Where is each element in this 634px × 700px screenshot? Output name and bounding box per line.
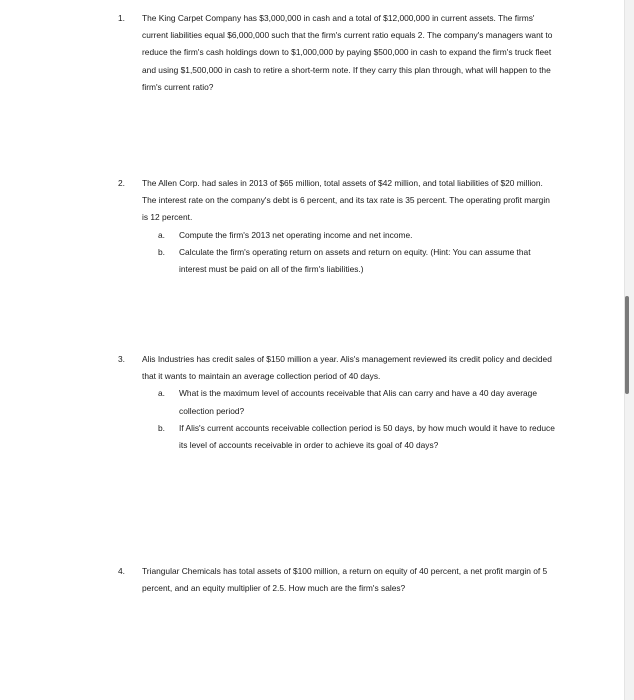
question-part-a: [142, 385, 558, 419]
part-letter: b.: [158, 422, 165, 433]
question-2: [118, 175, 558, 278]
question-part-b: [142, 420, 558, 454]
question-1: [118, 10, 558, 96]
question-4: [118, 563, 558, 597]
question-number: 2.: [118, 178, 125, 188]
question-text: The King Carpet Company has $3,000,000 in cash and a total of $12,000,000 in current assets. The firms' current liabilities equal $6,000,000 such that the firm's current ratio equals 2. The company's managers want to reduce the firm's cash holdings down to $1,000,000 by paying $500,000 in cash to expand the firm's truck fleet and using $1,500,000 in cash to retire a short-term note. If they carry this plan through, what will happen to the firm's current ratio?: [142, 13, 553, 92]
question-3: [118, 351, 558, 454]
part-text: If Alis's current accounts receivable collection period is 50 days, by how much would it have to reduce its level of accounts receivable in order to achieve its goal of 40 days?: [179, 422, 555, 451]
vertical-scrollbar[interactable]: [625, 296, 629, 394]
part-text: What is the maximum level of accounts receivable that Alis can carry and have a 40 day average collection period?: [179, 388, 537, 416]
question-text: Triangular Chemicals has total assets of $100 million, a return on equity of 40 percent, a net profit margin of 5 percent, and an equity multiplier of 2.5. How much are the firm's sales?: [142, 566, 548, 594]
part-letter: b.: [158, 246, 165, 257]
question-part-a: [142, 227, 558, 244]
question-part-b: [142, 244, 558, 278]
question-text: The Allen Corp. had sales in 2013 of $65 million, total assets of $42 million, and total liabilities of $20 million. The interest rate on the company's debt is 6 percent, and its tax rate is 35 percent. The operating profit margin is 12 percent.: [142, 178, 550, 223]
part-letter: a.: [158, 229, 165, 240]
part-letter: a.: [158, 388, 165, 399]
part-text: Compute the firm's 2013 net operating income and net income.: [179, 229, 413, 240]
question-text: Alis Industries has credit sales of $150 million a year. Alis's management reviewed its credit policy and decided that it wants to maintain an average collection period of 40 days.: [142, 354, 552, 382]
question-number: 1.: [118, 13, 125, 23]
question-number: 4.: [118, 566, 125, 576]
part-text: Calculate the firm's operating return on assets and return on equity. (Hint: You can assume that interest must be paid on all of the firm's liabilities.): [179, 246, 531, 275]
question-number: 3.: [118, 354, 125, 364]
